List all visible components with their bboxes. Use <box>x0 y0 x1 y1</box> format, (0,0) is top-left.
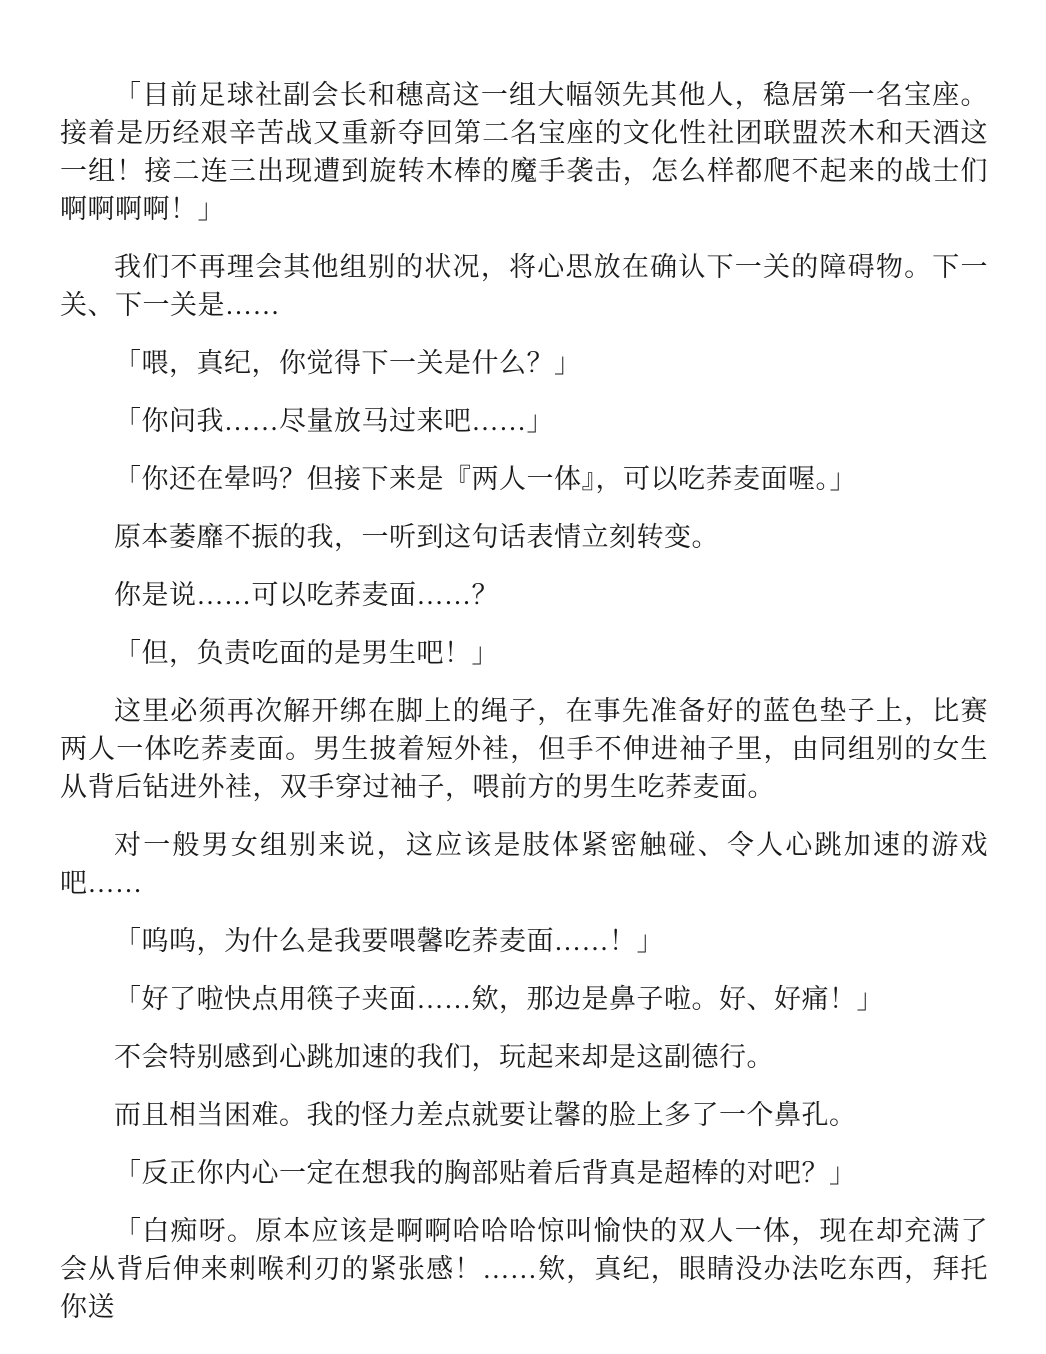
paragraph-narration-heart-pounding-game: 对一般男女组别来说，这应该是肢体紧密触碰、令人心跳加速的游戏吧…… <box>60 830 988 898</box>
paragraph-dialogue-chest-on-back: 「反正你内心一定在想我的胸部贴着后背真是超棒的对吧？」 <box>114 1158 857 1188</box>
paragraph-narration-next-stage: 我们不再理会其他组别的状况，将心思放在确认下一关的障碍物。下一关、下一关是…… <box>60 252 988 320</box>
paragraph-narration-rules-explained: 这里必须再次解开绑在脚上的绳子，在事先准备好的蓝色垫子上，比赛两人一体吃荞麦面。男生披着短外袿，但手不伸进袖子里，由同组别的女生从背后钻进外袿，双手穿过袖子，喂前方的男生吃荞麦面。 <box>60 696 988 802</box>
paragraph-narration-no-excitement: 不会特别感到心跳加速的我们，玩起来却是这副德行。 <box>114 1042 774 1072</box>
paragraph-narration-soba-question: 你是说……可以吃荞麦面……？ <box>114 580 499 610</box>
paragraph-dialogue-you-ask-me: 「你问我……尽量放马过来吧……」 <box>114 406 554 436</box>
paragraph-dialogue-why-me-feed: 「呜呜，为什么是我要喂馨吃荞麦面……！」 <box>114 926 664 956</box>
paragraph-narration-expression-change: 原本萎靡不振的我，一听到这句话表情立刻转变。 <box>114 522 719 552</box>
paragraph-narration-extra-nostril: 而且相当困难。我的怪力差点就要让馨的脸上多了一个鼻孔。 <box>114 1100 857 1130</box>
paragraph-dialogue-two-in-one: 「你还在晕吗？但接下来是『两人一体』，可以吃荞麦面喔。」 <box>114 464 857 494</box>
paragraph-announcer-quote: 「目前足球社副会长和穗高这一组大幅领先其他人，稳居第一名宝座。接着是历经艰辛苦战又重新夺回第二名宝座的文化性社团联盟茨木和天酒这一组！接二连三出现遭到旋转木棒的魔手袭击，怎么样都爬不起来的战士们啊啊啊啊！」 <box>60 80 988 224</box>
paragraph-dialogue-idiot-tension: 「白痴呀。原本应该是啊啊哈哈哈惊叫愉快的双人一体，现在却充满了会从背后伸来刺喉利刃的紧张感！……欸，真纪，眼睛没办法吃东西，拜托你送 <box>60 1216 988 1322</box>
paragraph-dialogue-boys-eat: 「但，负责吃面的是男生吧！」 <box>114 638 499 668</box>
paragraph-dialogue-hey-maki: 「喂，真纪，你觉得下一关是什么？」 <box>114 348 582 378</box>
paragraph-dialogue-chopsticks-nose: 「好了啦快点用筷子夹面……欸，那边是鼻子啦。好、好痛！」 <box>114 984 884 1014</box>
